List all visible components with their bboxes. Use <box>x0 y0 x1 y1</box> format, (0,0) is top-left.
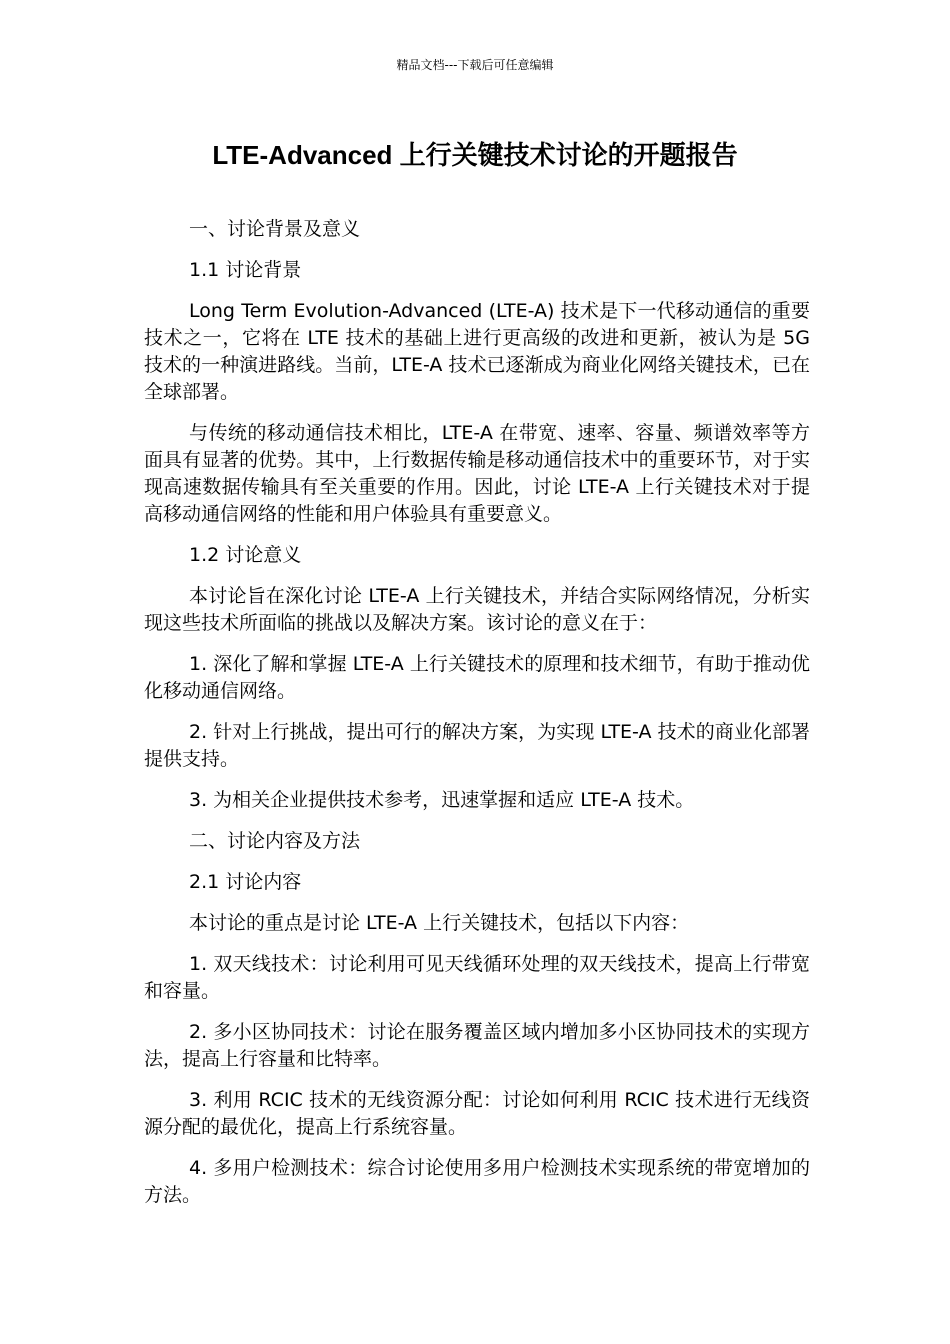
list-item: 4. 多用户检测技术：综合讨论使用多用户检测技术实现系统的带宽增加的方法。 <box>144 1157 810 1206</box>
subsection-heading: 1.2 讨论意义 <box>189 544 302 566</box>
body-paragraph: Long Term Evolution-Advanced (LTE-A) 技术是下一代移动通信的重要技术之一，它将在 LTE 技术的基础上进行更高级的改进和更新，被认为是 5G 技术的一种演进路线。当前，LTE-A 技术已逐渐成为商业化网络关键技术，已在全球部署。 <box>144 300 810 403</box>
list-item: 2. 针对上行挑战，提出可行的解决方案，为实现 LTE-A 技术的商业化部署提供支持。 <box>144 721 810 770</box>
body-paragraph: 本讨论的重点是讨论 LTE-A 上行关键技术，包括以下内容： <box>189 912 690 934</box>
list-item: 2. 多小区协同技术：讨论在服务覆盖区域内增加多小区协同技术的实现方法，提高上行容量和比特率。 <box>144 1021 810 1070</box>
list-item: 3. 利用 RCIC 技术的无线资源分配：讨论如何利用 RCIC 技术进行无线资源分配的最优化，提高上行系统容量。 <box>144 1089 810 1138</box>
section-heading: 一、讨论背景及意义 <box>189 218 361 240</box>
list-item: 1. 双天线技术：讨论利用可见天线循环处理的双天线技术，提高上行带宽和容量。 <box>144 953 810 1002</box>
body-paragraph: 与传统的移动通信技术相比，LTE-A 在带宽、速率、容量、频谱效率等方面具有显著的优势。其中，上行数据传输是移动通信技术中的重要环节，对于实现高速数据传输具有至关重要的作用。因此，讨论 LTE-A 上行关键技术对于提高移动通信网络的性能和用户体验具有重要意义。 <box>144 422 810 525</box>
body-paragraph: 本讨论旨在深化讨论 LTE-A 上行关键技术，并结合实际网络情况，分析实现这些技术所面临的挑战以及解决方案。该讨论的意义在于： <box>144 585 810 634</box>
subsection-heading: 1.1 讨论背景 <box>189 259 302 281</box>
list-item: 3. 为相关企业提供技术参考，迅速掌握和适应 LTE-A 技术。 <box>189 789 695 811</box>
document-title: LTE-Advanced 上行关键技术讨论的开题报告 <box>212 140 738 170</box>
subsection-heading: 2.1 讨论内容 <box>189 871 302 893</box>
document-body <box>144 216 810 1223</box>
section-heading: 二、讨论内容及方法 <box>189 830 361 852</box>
list-item: 1. 深化了解和掌握 LTE-A 上行关键技术的原理和技术细节，有助于推动优化移动通信网络。 <box>144 653 810 702</box>
header-note: 精品文档---下载后可任意编辑 <box>396 58 554 72</box>
